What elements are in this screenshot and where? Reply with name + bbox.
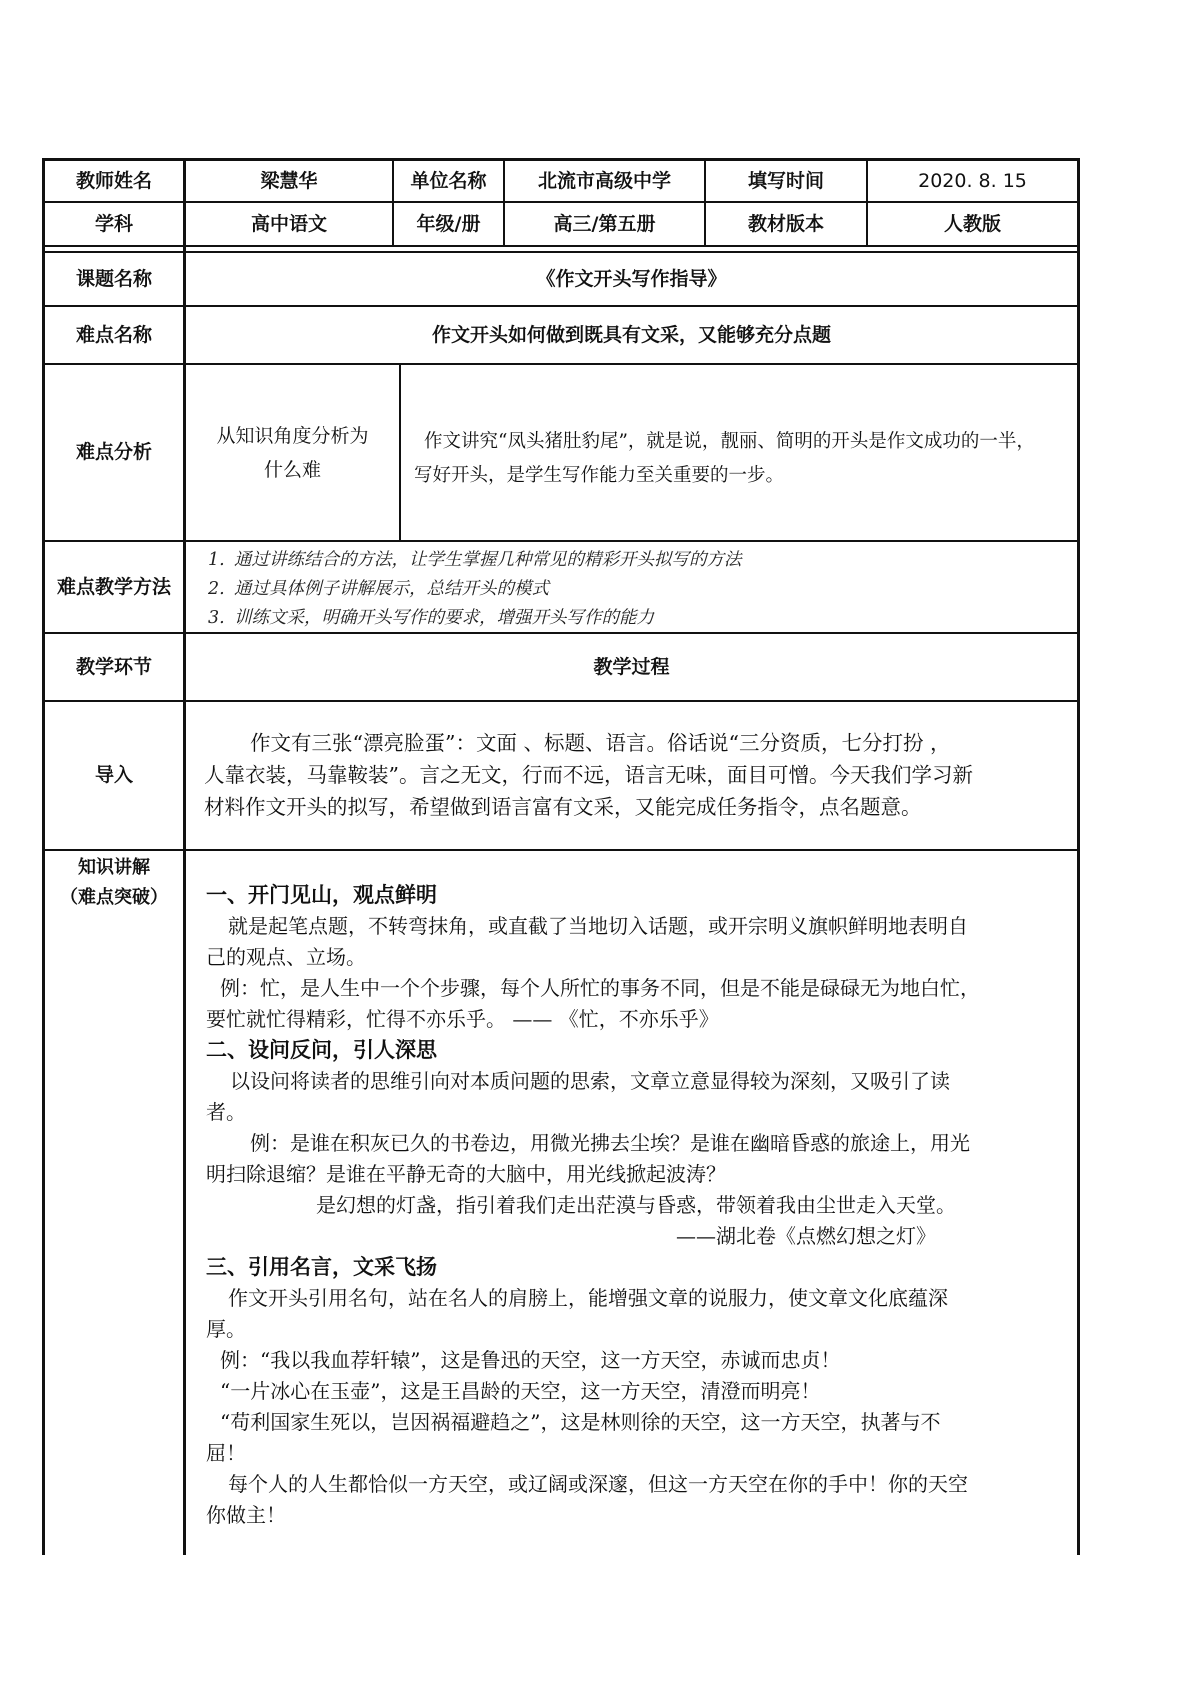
grade-volume-label: 年级/册 [416, 212, 481, 235]
section-line: 例：是谁在积灰已久的书卷边，用微光拂去尘埃？是谁在幽暗昏惑的旅途上，用光 [250, 1131, 970, 1155]
process-header: 教学过程 [593, 655, 670, 678]
section-line: 厚。 [206, 1317, 246, 1341]
section-heading: 三、引用名言，文采飞扬 [206, 1255, 437, 1279]
section-line: ——湖北卷《点燃幻想之灯》 [676, 1224, 936, 1248]
section-line: 屈！ [206, 1441, 246, 1465]
section-line: 己的观点、立场。 [206, 945, 366, 969]
section-heading: 一、开门见山，观点鲜明 [206, 883, 437, 907]
analysis-sub-label-line: 从知识角度分析为 [216, 424, 369, 447]
unit-name-value: 北流市高级中学 [537, 169, 671, 192]
methods-label: 难点教学方法 [56, 575, 171, 598]
section-line: 者。 [206, 1100, 246, 1124]
analysis-text-line: 作文讲究“凤头猪肚豹尾”，就是说，靓丽、简明的开头是作文成功的一半， [424, 431, 1035, 452]
knowledge-label [45, 853, 183, 913]
method-text: 训练文采，明确开头写作的要求，增强开头写作的能力 [234, 608, 654, 628]
section-line: “一片冰心在玉壶”，这是王昌龄的天空，这一方天空，清澄而明亮！ [220, 1379, 821, 1403]
section-line: 就是起笔点题，不转弯抹角，或直截了当地切入话题，或开宗明义旗帜鲜明地表明自 [228, 914, 968, 938]
section-line: 每个人的人生都恰似一方天空，或辽阔或深邃，但这一方天空在你的手中！你的天空 [228, 1472, 968, 1496]
teacher-name-label: 教师姓名 [75, 169, 152, 192]
method-item [208, 604, 654, 629]
method-number: 3. [208, 608, 225, 628]
section-line: 是幻想的灯盏，指引着我们走出茫漠与昏惑，带领着我由尘世走入天堂。 [316, 1193, 956, 1217]
intro-line: 材料作文开头的拟写，希望做到语言富有文采，又能完成任务指令，点名题意。 [204, 795, 922, 819]
method-item [208, 546, 742, 571]
analysis-sub-label-line: 什么难 [263, 458, 321, 481]
textbook-edition-value: 人教版 [943, 212, 1001, 235]
fill-date-label: 填写时间 [747, 169, 824, 192]
teacher-name-value: 梁慧华 [260, 169, 318, 192]
method-number: 2. [208, 579, 225, 599]
knowledge-label-line: （难点突破） [60, 887, 168, 908]
analysis-sub-label [186, 365, 399, 540]
unit-name-label: 单位名称 [410, 169, 487, 192]
analysis-label: 难点分析 [75, 441, 152, 464]
section-line: 作文开头引用名句，站在名人的肩膀上，能增强文章的说服力，使文章文化底蕴深 [228, 1286, 948, 1310]
fill-date-value: 2020. 8. 15 [918, 169, 1027, 192]
column-divider [399, 363, 401, 542]
row-divider [42, 245, 1080, 247]
difficulty-label: 难点名称 [75, 323, 152, 346]
subject-label: 学科 [94, 212, 133, 235]
row-divider [42, 700, 1080, 702]
process-step-label: 教学环节 [75, 655, 152, 678]
section-line: 例：“我以我血荐轩辕”，这是鲁迅的天空，这一方天空，赤诚而忠贞！ [220, 1348, 841, 1372]
method-item [208, 575, 549, 600]
analysis-text [414, 425, 1035, 493]
method-text: 通过具体例子讲解展示，总结开头的模式 [234, 579, 549, 599]
table-border-right [1077, 158, 1080, 1555]
knowledge-label-line: 知识讲解 [78, 857, 150, 878]
topic-label: 课题名称 [75, 267, 152, 290]
grade-volume-value: 高三/第五册 [553, 212, 656, 235]
topic-value: 《作文开头写作指导》 [536, 267, 727, 290]
difficulty-value: 作文开头如何做到既具有文采，又能够充分点题 [431, 323, 831, 346]
section-heading: 二、设问反问，引人深思 [206, 1038, 437, 1062]
section-line: 以设问将读者的思维引向对本质问题的思索，文章立意显得较为深刻，又吸引了读 [230, 1069, 950, 1093]
section-line: “苟利国家生死以，岂因祸福避趋之”，这是林则徐的天空，这一方天空，执著与不 [220, 1410, 941, 1434]
knowledge-content [206, 880, 1074, 1531]
textbook-edition-label: 教材版本 [747, 212, 824, 235]
intro-text [200, 727, 973, 823]
subject-value: 高中语文 [250, 212, 327, 235]
row-divider [42, 849, 1080, 851]
analysis-text-line: 写好开头，是学生写作能力至关重要的一步。 [414, 465, 785, 486]
methods-list [208, 542, 1068, 632]
method-text: 通过讲练结合的方法，让学生掌握几种常见的精彩开头拟写的方法 [234, 550, 742, 570]
method-number: 1. [208, 550, 225, 570]
section-line: 例：忙，是人生中一个个步骤，每个人所忙的事务不同，但是不能是碌碌无为地白忙， [220, 976, 980, 1000]
section-line: 你做主！ [206, 1503, 286, 1527]
intro-line: 作文有三张“漂亮脸蛋”：文面 、标题、语言。俗话说“三分资质，七分打扮 ， [250, 731, 951, 755]
section-line: 要忙就忙得精彩，忙得不亦乐乎。 —— 《忙，不亦乐乎》 [206, 1007, 719, 1031]
intro-label: 导入 [94, 764, 133, 787]
section-line: 明扫除退缩？是谁在平静无奇的大脑中，用光线掀起波涛？ [206, 1162, 726, 1186]
intro-line: 人靠衣装，马靠鞍装”。言之无文，行而不远，语言无味，面目可憎。今天我们学习新 [204, 763, 973, 787]
